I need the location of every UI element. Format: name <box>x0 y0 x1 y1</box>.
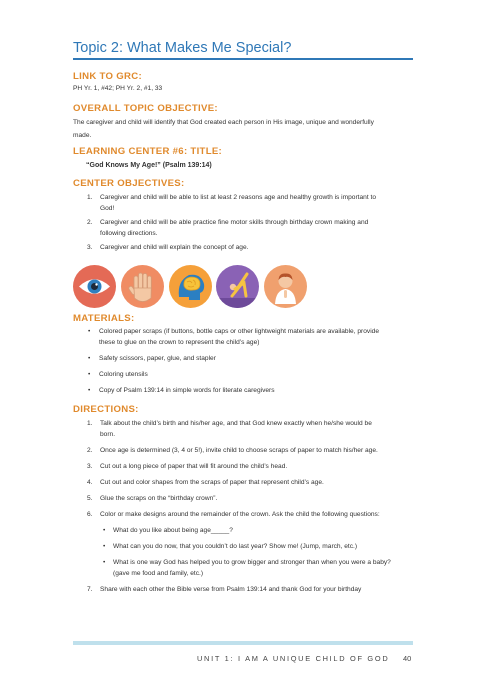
brain-icon <box>169 265 212 308</box>
list-item <box>73 477 413 488</box>
list-item <box>73 192 413 214</box>
stretching-person-icon <box>216 265 259 308</box>
list-text: Cut out a long piece of paper that will fit around the child’s head. <box>100 463 288 470</box>
list-text: Copy of Psalm 139:14 in simple words for literate caregivers <box>99 387 275 394</box>
list-text: Color or make designs around the remainder of the crown. Ask the child the following questions: <box>100 511 380 518</box>
bullet: • <box>88 355 91 362</box>
list-number: 3. <box>87 463 93 470</box>
bullet: • <box>88 387 91 394</box>
directions-list <box>73 418 413 595</box>
question-text: What is one way God has helped you to grow bigger and stronger than when you were a baby? <box>113 559 391 566</box>
list-text: born. <box>100 431 116 438</box>
footer-unit-title: UNIT 1: I AM A UNIQUE CHILD OF GOD <box>197 654 390 663</box>
list-number: 3. <box>87 244 93 251</box>
directions-heading: DIRECTIONS: <box>73 404 139 415</box>
list-text: Coloring utensils <box>99 371 148 378</box>
footer-band <box>73 641 413 645</box>
list-text: Once age is determined (3, 4 or 5!), invite child to choose scraps of paper to match his/her age. <box>100 447 378 454</box>
hand-icon <box>121 265 164 308</box>
list-text: Glue the scraps on the “birthday crown”. <box>100 495 218 502</box>
list-number: 2. <box>87 219 93 226</box>
sense-icons-row <box>73 265 313 309</box>
bullet: • <box>103 559 106 566</box>
eye-icon <box>73 265 116 308</box>
list-item <box>73 418 413 440</box>
list-number: 1. <box>87 194 93 201</box>
link-heading: LINK TO GRC: <box>73 71 142 82</box>
bullet: • <box>88 328 91 335</box>
list-item <box>73 461 413 472</box>
list-item <box>73 369 413 380</box>
list-text: these to glue on the crown to represent the child’s age) <box>99 339 260 346</box>
list-number: 2. <box>87 447 93 454</box>
learning-center-title: “God Knows My Age!” (Psalm 139:14) <box>86 162 212 169</box>
list-text: Cut out and color shapes from the scraps of paper that represent child’s age. <box>100 479 324 486</box>
question-item <box>73 557 413 579</box>
materials-list <box>73 326 413 396</box>
question-text: (gave me food and family, etc.) <box>113 570 204 577</box>
bullet: • <box>88 371 91 378</box>
objective-text-line-1: The caregiver and child will identify that God created each person in His image, unique and wonderfully <box>73 119 374 126</box>
materials-heading: MATERIALS: <box>73 313 135 324</box>
objective-text-line-2: made. <box>73 132 92 139</box>
list-text: Share with each other the Bible verse from Psalm 139:14 and thank God for your birthday <box>100 586 362 593</box>
learning-center-heading: LEARNING CENTER #6: TITLE: <box>73 146 223 157</box>
question-item <box>73 525 413 536</box>
list-item <box>73 445 413 456</box>
list-item <box>73 385 413 396</box>
list-text: Caregiver and child will be able practice fine motor skills through birthday crown making and <box>100 219 369 226</box>
page-number: 40 <box>403 654 412 663</box>
page-title: Topic 2: What Makes Me Special? <box>73 40 292 56</box>
list-item <box>73 584 413 595</box>
list-text: Caregiver and child will be able to list at least 2 reasons age and healthy growth is important to <box>100 194 376 201</box>
list-number: 5. <box>87 495 93 502</box>
list-item <box>73 217 413 239</box>
title-underline <box>73 58 413 60</box>
question-text: What do you like about being age_____? <box>113 527 233 534</box>
list-number: 7. <box>87 586 93 593</box>
list-text: Talk about the child’s birth and his/her age, and that God knew exactly when he/she would be <box>100 420 372 427</box>
list-item <box>73 353 413 364</box>
list-item <box>73 242 413 253</box>
objective-heading: OVERALL TOPIC OBJECTIVE: <box>73 103 218 114</box>
bullet: • <box>103 543 106 550</box>
list-item <box>73 493 413 504</box>
question-text: What can you do now, that you couldn’t do last year? Show me! (Jump, march, etc.) <box>113 543 358 550</box>
center-objectives-list <box>73 192 413 253</box>
list-text: Caregiver and child will explain the concept of age. <box>100 244 249 251</box>
bullet: • <box>103 527 106 534</box>
list-text: Colored paper scraps (if buttons, bottle caps or other lightweight materials are available, provide <box>99 328 380 335</box>
list-number: 4. <box>87 479 93 486</box>
center-objectives-heading: CENTER OBJECTIVES: <box>73 178 185 189</box>
praying-child-icon <box>264 265 307 308</box>
question-item <box>73 541 413 552</box>
link-text: PH Yr. 1, #42; PH Yr. 2, #1, 33 <box>73 85 163 92</box>
list-number: 1. <box>87 420 93 427</box>
list-text: following directions. <box>100 230 158 237</box>
list-text: God! <box>100 205 115 212</box>
list-number: 6. <box>87 511 93 518</box>
list-text: Safety scissors, paper, glue, and stapler <box>99 355 216 362</box>
list-item <box>73 326 413 348</box>
list-item <box>73 509 413 520</box>
